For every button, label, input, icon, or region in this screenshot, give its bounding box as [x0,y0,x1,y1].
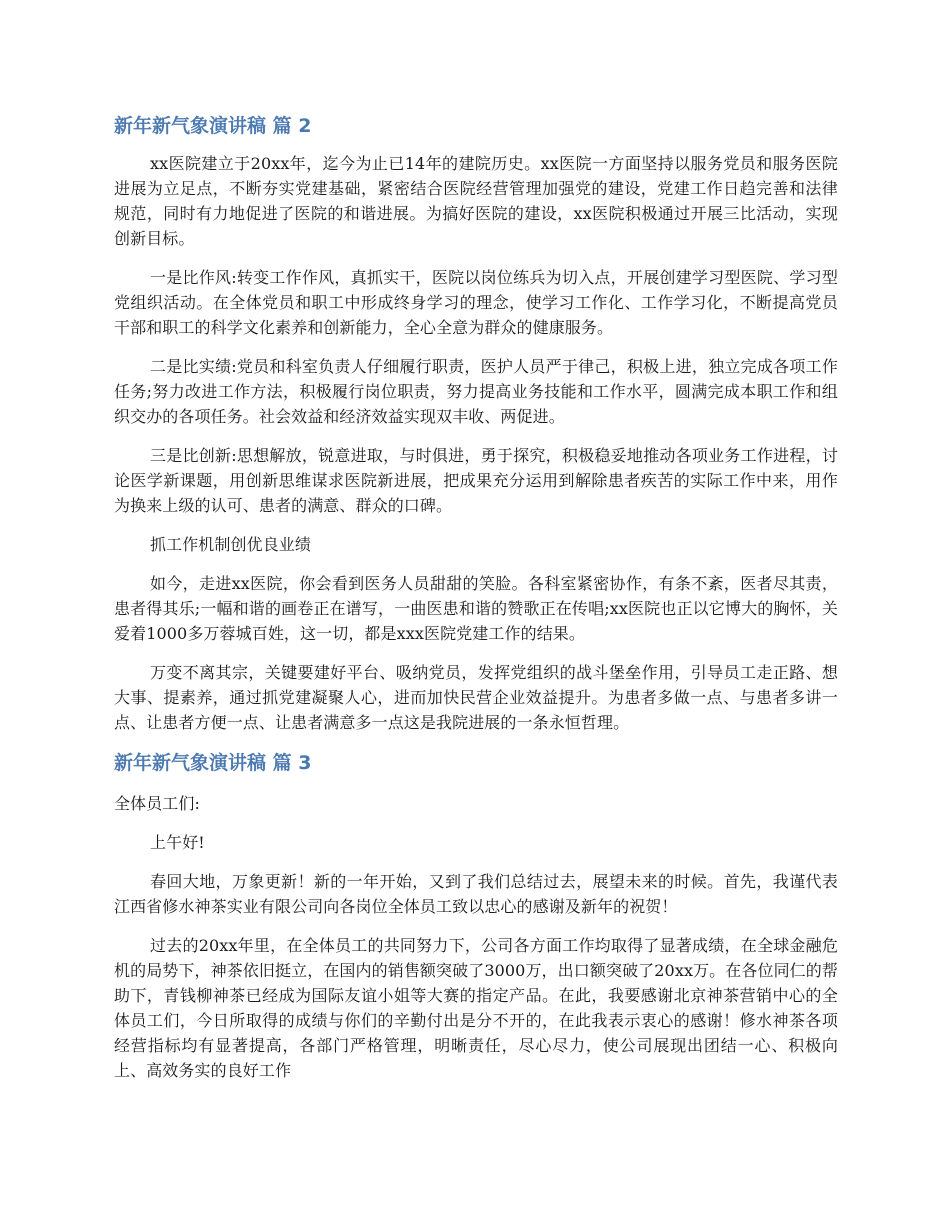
section-2-paragraph-3: 二是比实绩:党员和科室负责人仔细履行职责，医护人员严于律己，积极上进，独立完成各项工作任务;努力改进工作方法，积极履行岗位职责，努力提高业务技能和工作水平，圆满完成本职工作和组织交办的各项任务。社会效益和经济效益实现双丰收、两促进。 [114,357,838,426]
section-2-paragraph-6: 如今，走进xx医院，你会看到医务人员甜甜的笑脸。各科室紧密协作，有条不紊，医者尽其责，患者得其乐;一幅和谐的画卷正在谱写，一曲医患和谐的赞歌正在传唱;xx医院也正以它博大的胸怀，关爱着1000多万蓉城百姓，这一切，都是xxx医院党建工作的结果。 [114,574,838,643]
section-3-title: 新年新气象演讲稿 篇 3 [114,752,312,774]
section-3-paragraph-1: 春回大地，万象更新！新的一年开始，又到了我们总结过去，展望未来的时候。首先，我谨代表江西省修水神茶实业有限公司向各岗位全体员工致以忠心的感谢及新年的祝贺！ [114,872,838,916]
section-2-paragraph-7: 万变不离其宗，关键要建好平台、吸纳党员，发挥党组织的战斗堡垒作用，引导员工走正路、想大事、提素养，通过抓党建凝聚人心，进而加快民营企业效益提升。为患者多做一点、与患者多讲一点、让患者方便一点、让患者满意多一点这是我院进展的一条永恒哲理。 [114,663,838,732]
section-2-subheading: 抓工作机制创优良业绩 [150,535,312,554]
section-2-title: 新年新气象演讲稿 篇 2 [114,115,312,137]
greeting: 上午好! [150,833,205,852]
section-2-paragraph-2: 一是比作风:转变工作作风，真抓实干，医院以岗位练兵为切入点，开展创建学习型医院、学习型党组织活动。在全体党员和职工中形成终身学习的理念，使学习工作化、工作学习化，不断提高党员干部和职工的科学文化素养和创新能力，全心全意为群众的健康服务。 [114,268,838,337]
section-2-paragraph-1: xx医院建立于20xx年，迄今为止已14年的建院历史。xx医院一方面坚持以服务党员和服务医院进展为立足点，不断夯实党建基础，紧密结合医院经营管理加强党的建设，党建工作日趋完善和法律规范，同时有力地促进了医院的和谐进展。为搞好医院的建设，xx医院积极通过开展三比活动，实现创新目标。 [114,154,838,248]
section-3-paragraph-2: 过去的20xx年里，在全体员工的共同努力下，公司各方面工作均取得了显著成绩，在全球金融危机的局势下，神茶依旧挺立，在国内的销售额突破了3000万，出口额突破了20xx万。在各位同仁的帮助下，青钱柳神茶已经成为国际友谊小姐等大赛的指定产品。在此，我要感谢北京神茶营销中心的全体员工们，今日所取得的成绩与你们的辛勤付出是分不开的，在此我表示衷心的感谢！修水神茶各项经营指标均有显著提高，各部门严格管理，明晰责任，尽心尽力，使公司展现出团结一心、积极向上、高效务实的良好工作 [114,936,838,1080]
section-2-paragraph-4: 三是比创新:思想解放，锐意进取，与时俱进，勇于探究，积极稳妥地推动各项业务工作进程，讨论医学新课题，用创新思维谋求医院新进展，把成果充分运用到解除患者疾苦的实际工作中来，用作为换来上级的认可、患者的满意、群众的口碑。 [114,446,838,515]
salutation: 全体员工们: [114,794,200,813]
document-body [114,112,838,1097]
